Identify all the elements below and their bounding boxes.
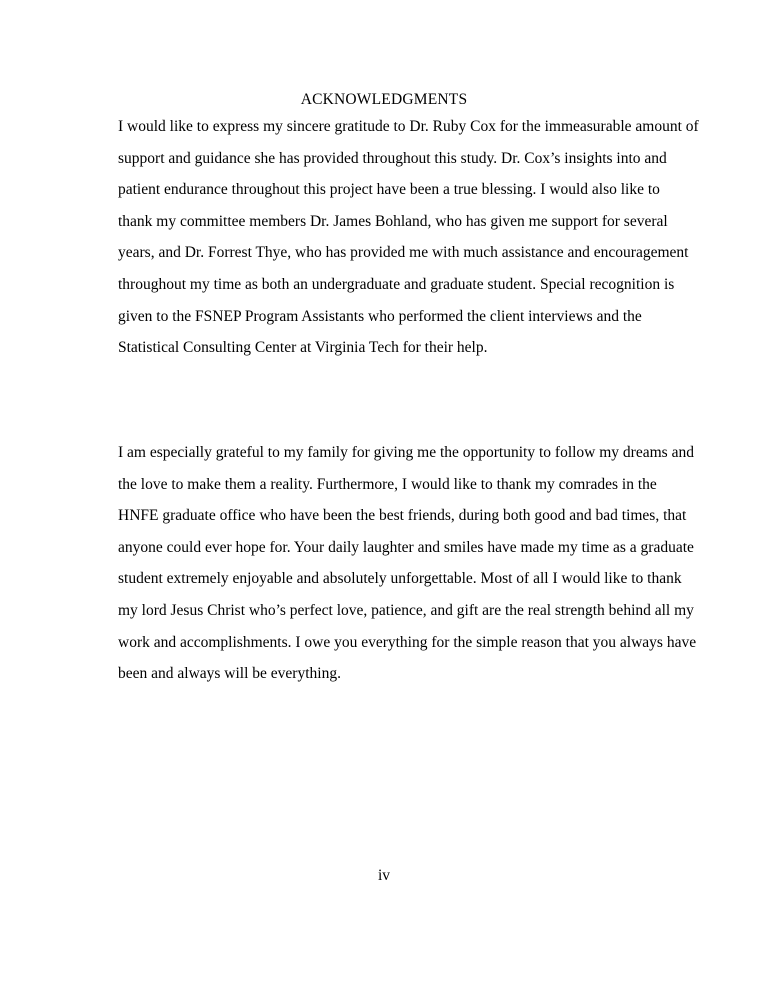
paragraph-line: years, and Dr. Forrest Thye, who has provided me with much assistance and encouragement xyxy=(118,244,689,262)
paragraph-line: I would like to express my sincere gratitude to Dr. Ruby Cox for the immeasurable amount of xyxy=(118,118,699,135)
paragraph-line: thank my committee members Dr. James Bohland, who has given me support for several xyxy=(118,212,668,230)
paragraph-line: given to the FSNEP Program Assistants who performed the client interviews and the xyxy=(118,307,642,325)
paragraph-line: throughout my time as both an undergraduate and graduate student. Special recognition is xyxy=(118,275,675,293)
paragraph-line: the love to make them a reality. Furthermore, I would like to thank my comrades in the xyxy=(118,475,657,493)
paragraph-line: patient endurance throughout this project have been a true blessing. I would also like to xyxy=(118,181,660,199)
paragraph-2 xyxy=(118,437,697,690)
paragraph-line: support and guidance she has provided throughout this study. Dr. Cox’s insights into and xyxy=(118,149,667,167)
paragraph-line: HNFE graduate office who have been the best friends, during both good and bad times, that xyxy=(118,507,687,525)
page-number: iv xyxy=(377,867,391,884)
page-title: ACKNOWLEDGMENTS xyxy=(300,91,468,108)
paragraph-line: Statistical Consulting Center at Virginia Tech for their help. xyxy=(118,339,488,357)
paragraph-1 xyxy=(118,111,699,364)
paragraph-line: been and always will be everything. xyxy=(118,665,341,683)
paragraph-line: student extremely enjoyable and absolutely unforgettable. Most of all I would like to thank xyxy=(118,570,682,588)
paragraph-line: work and accomplishments. I owe you everything for the simple reason that you always have xyxy=(118,633,697,651)
paragraph-line: anyone could ever hope for. Your daily laughter and smiles have made my time as a graduate xyxy=(118,538,694,556)
paragraph-line: my lord Jesus Christ who’s perfect love, patience, and gift are the real strength behind all my xyxy=(118,601,694,619)
paragraph-line: I am especially grateful to my family for giving me the opportunity to follow my dreams and xyxy=(118,444,694,461)
